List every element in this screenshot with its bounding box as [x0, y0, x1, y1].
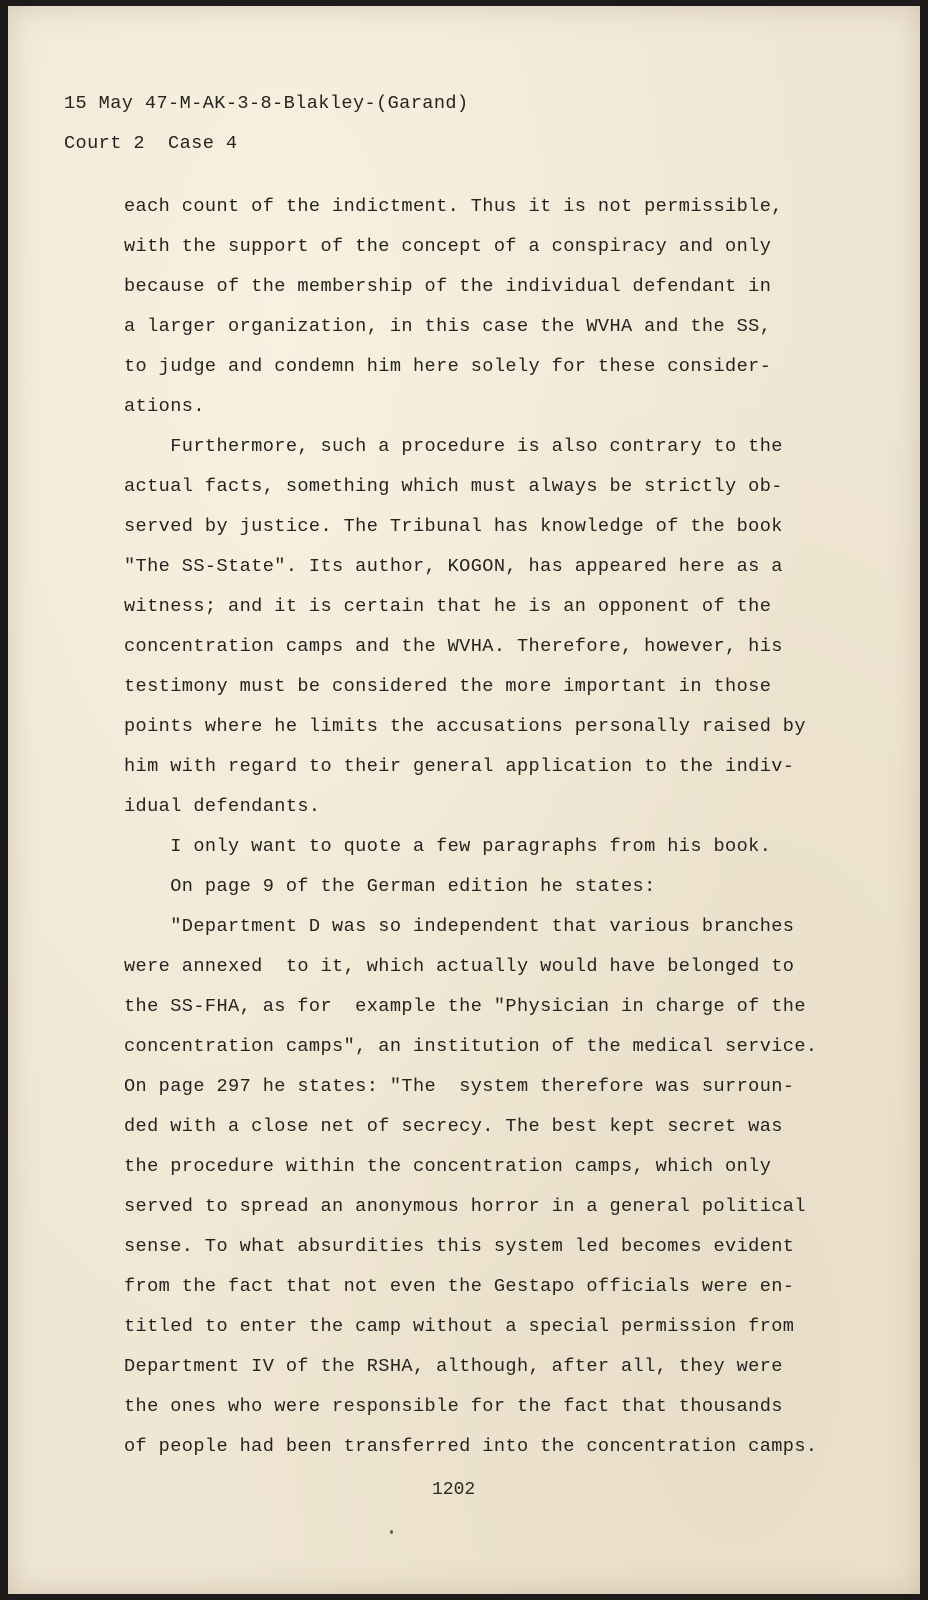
text-line: a larger organization, in this case the WVHA and the SS, — [124, 316, 772, 337]
text-line: On page 9 of the German edition he states: — [124, 876, 656, 897]
text-line: sense. To what absurdities this system led becomes evident — [124, 1236, 795, 1257]
text-line: titled to enter the camp without a special permission from — [124, 1316, 795, 1337]
text-line: ded with a close net of secrecy. The best kept secret was — [124, 1116, 783, 1137]
text-line: witness; and it is certain that he is an opponent of the — [124, 596, 772, 617]
text-line: concentration camps", an institution of the medical service. — [124, 1036, 818, 1057]
text-line: the SS-FHA, as for example the "Physician in charge of the — [124, 996, 806, 1017]
text-line: "Department D was so independent that various branches — [124, 916, 795, 937]
text-line: concentration camps and the WVHA. Therefore, however, his — [124, 636, 783, 657]
text-line: Department IV of the RSHA, although, after all, they were — [124, 1356, 783, 1377]
text-line: idual defendants. — [124, 796, 321, 817]
header-reference: 15 May 47-M-AK-3-8-Blakley-(Garand) — [64, 93, 469, 114]
text-line: from the fact that not even the Gestapo officials were en- — [124, 1276, 795, 1297]
text-line: Furthermore, such a procedure is also contrary to the — [124, 436, 783, 457]
paper-speck — [390, 1530, 393, 1534]
text-line: with the support of the concept of a conspiracy and only — [124, 236, 772, 257]
text-line: "The SS-State". Its author, KOGON, has appeared here as a — [124, 556, 783, 577]
text-line: because of the membership of the individual defendant in — [124, 276, 772, 297]
document-page — [8, 6, 920, 1594]
text-line: each count of the indictment. Thus it is not permissible, — [124, 196, 783, 217]
page-number: 1202 — [432, 1480, 476, 1500]
text-line: him with regard to their general application to the indiv- — [124, 756, 795, 777]
text-line: ations. — [124, 396, 205, 417]
header-court-case: Court 2 Case 4 — [64, 133, 238, 154]
text-line: actual facts, something which must always be strictly ob- — [124, 476, 783, 497]
text-line: testimony must be considered the more important in those — [124, 676, 772, 697]
text-line: served to spread an anonymous horror in a general political — [124, 1196, 806, 1217]
text-line: were annexed to it, which actually would have belonged to — [124, 956, 795, 977]
text-line: to judge and condemn him here solely for these consider- — [124, 356, 772, 377]
text-line: the ones who were responsible for the fact that thousands — [124, 1396, 783, 1417]
text-line: served by justice. The Tribunal has knowledge of the book — [124, 516, 783, 537]
text-line: I only want to quote a few paragraphs from his book. — [124, 836, 772, 857]
text-line: points where he limits the accusations personally raised by — [124, 716, 806, 737]
text-line: of people had been transferred into the concentration camps. — [124, 1436, 818, 1457]
text-line: the procedure within the concentration camps, which only — [124, 1156, 772, 1177]
text-line: On page 297 he states: "The system therefore was surroun- — [124, 1076, 795, 1097]
